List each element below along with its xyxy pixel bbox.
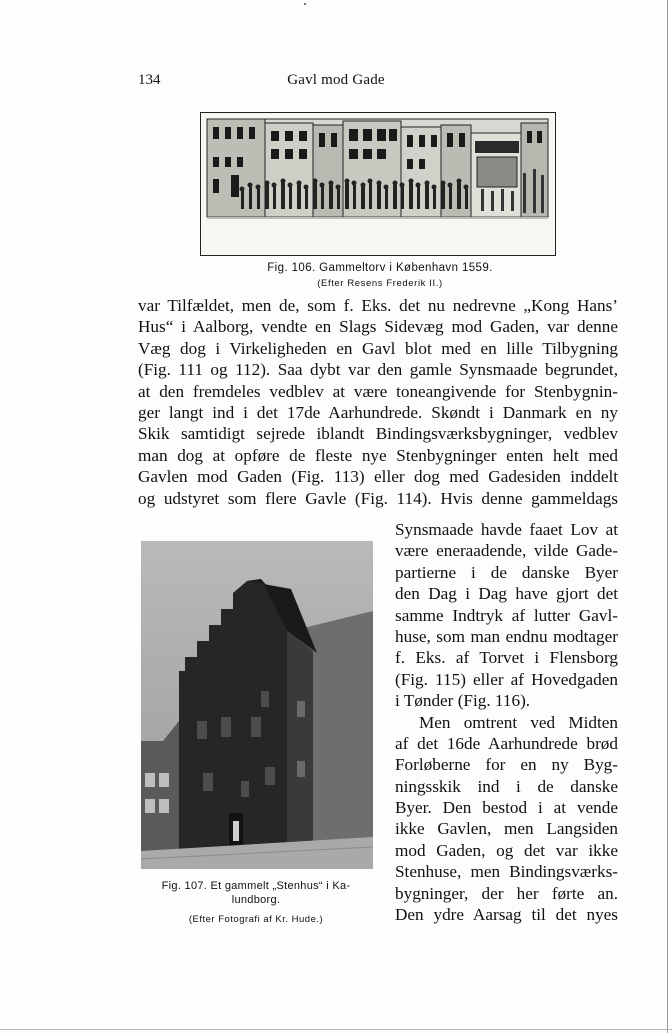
text-line: f. Eks. af Torvet i Flensborg bbox=[395, 648, 618, 668]
figure-106-caption: Fig. 106. Gammeltorv i København 1559. bbox=[267, 262, 493, 274]
text-line: Gavlen mod Gaden (Fig. 113) eller dog med Gadesiden inddelt bbox=[138, 467, 618, 487]
text-line: af det 16de Aarhundrede brød bbox=[395, 733, 618, 753]
text-line: Men omtrent ved Midten bbox=[419, 712, 618, 732]
text-line: være eneraadende, vilde Gade- bbox=[395, 541, 618, 561]
figure-107-caption-line1: Fig. 107. Et gammelt „Stenhus“ i Ka- bbox=[161, 880, 351, 892]
figure-106-engraving bbox=[200, 112, 556, 256]
text-line: man dog at opføre de fleste nye Stenbygninger enten helt med bbox=[138, 445, 618, 465]
text-line: den Dag i Dag have gjort det bbox=[395, 584, 618, 604]
figure-107-caption-line2: lundborg. bbox=[231, 893, 281, 906]
text-line: var Tilfældet, men de, som f. Eks. det nu nedrevne „Kong Hans’ bbox=[138, 296, 618, 315]
text-line: Den ydre Aarsag til det nyes bbox=[395, 905, 618, 925]
text-line: huse, som man endnu modtager bbox=[395, 626, 618, 646]
figure-107-photograph bbox=[141, 541, 373, 869]
figure-106-source: (Efter Resens Frederik II.) bbox=[317, 278, 443, 289]
text-line: ger langt ind i det 17de Aarhundrede. Skøndt i Danmark en ny bbox=[138, 402, 618, 422]
body-text-full-width bbox=[138, 295, 618, 509]
text-line: (Fig. 111 og 112). Saa dybt var den gamle Synsmaade begrundet, bbox=[138, 360, 618, 380]
text-line: og udstyret som flere Gavle (Fig. 114). Hvis denne gammeldags bbox=[138, 488, 618, 508]
text-line: Væg dog i Virkeligheden en Gavl blot med en lille Tilbygning bbox=[138, 338, 618, 358]
page-edge-right bbox=[667, 0, 668, 1033]
print-speck bbox=[304, 3, 306, 5]
text-line: i Tønder (Fig. 116). bbox=[395, 691, 531, 711]
text-line: bygninger, der her førte an. bbox=[395, 883, 618, 903]
text-line: Skik samtidigt sejrede iblandt Bindingsværksbygninger, vedblev bbox=[138, 424, 618, 444]
text-line: Stenhuse, men Bindingsværks- bbox=[395, 862, 618, 882]
text-line: Forløberne for en ny Byg- bbox=[395, 755, 618, 775]
text-line: samme Indtryk af lutter Gavl- bbox=[395, 605, 618, 625]
text-line: ikke Gavlen, men Langsiden bbox=[395, 819, 618, 839]
text-line: Synsmaade havde faaet Lov at bbox=[395, 520, 618, 539]
text-line: at den fremdeles vedblev at være toneangivende for Stenbygnin- bbox=[138, 381, 618, 401]
text-line: Byer. Den bestod i at vende bbox=[395, 798, 618, 818]
page-number: 134 bbox=[138, 72, 161, 88]
body-text-column bbox=[395, 519, 618, 925]
figure-107-caption bbox=[136, 880, 376, 907]
text-line: ningsskik ind i de danske bbox=[395, 776, 618, 796]
text-line: mod Gaden, og det var ikke bbox=[395, 840, 618, 860]
text-line: (Fig. 115) eller af Hovedgaden bbox=[395, 669, 618, 689]
figure-107-source: (Efter Fotografi af Kr. Hude.) bbox=[188, 914, 324, 925]
text-line: partierne i de danske Byer bbox=[395, 562, 618, 582]
page-edge-bottom bbox=[0, 1029, 672, 1030]
running-title: Gavl mod Gade bbox=[287, 72, 385, 88]
text-line: Hus“ i Aalborg, vendte en Slags Sidevæg mod Gaden, var denne bbox=[138, 317, 618, 337]
